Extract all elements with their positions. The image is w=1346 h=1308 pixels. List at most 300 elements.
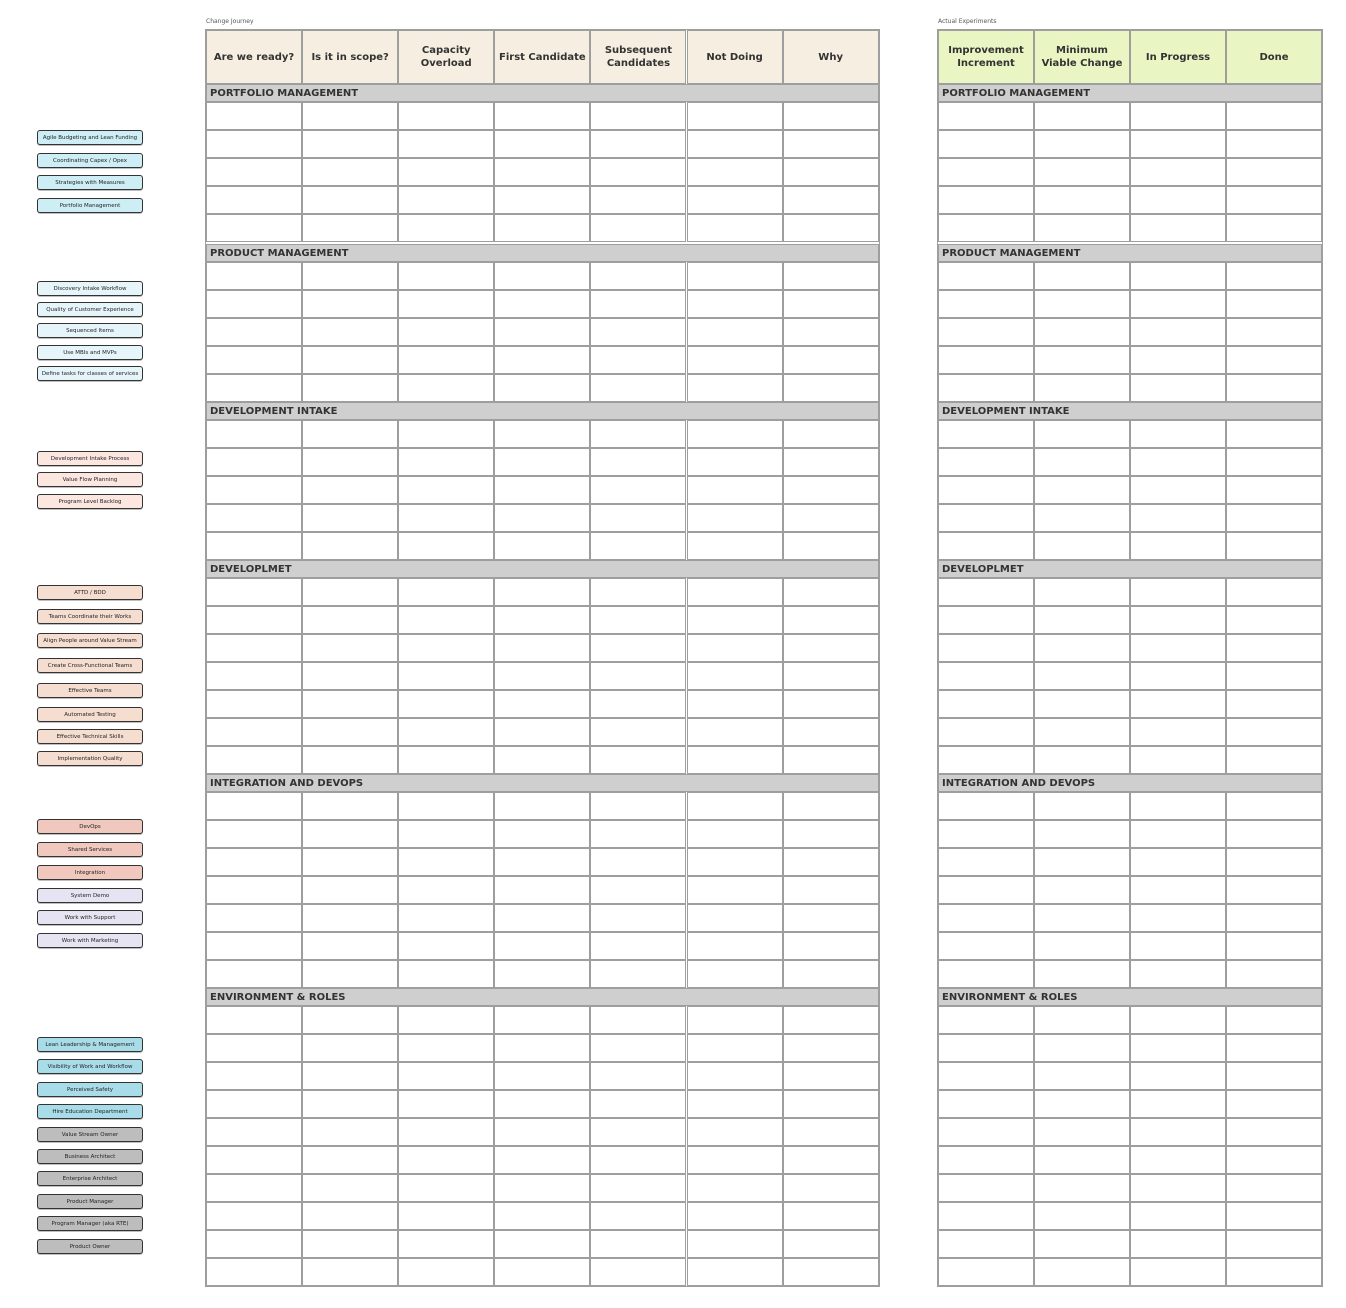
grid-cell[interactable] <box>783 532 879 560</box>
grid-cell[interactable] <box>398 290 494 318</box>
grid-cell[interactable] <box>687 578 783 606</box>
grid-cell[interactable] <box>590 634 686 662</box>
grid-cell[interactable] <box>206 318 302 346</box>
grid-cell[interactable] <box>302 476 398 504</box>
grid-cell[interactable] <box>1226 746 1322 774</box>
grid-cell[interactable] <box>687 1258 783 1286</box>
grid-cell[interactable] <box>1034 1230 1130 1258</box>
grid-cell[interactable] <box>1130 532 1226 560</box>
grid-cell[interactable] <box>206 960 302 988</box>
grid-cell[interactable] <box>302 1034 398 1062</box>
grid-cell[interactable] <box>1034 346 1130 374</box>
grid-cell[interactable] <box>1034 578 1130 606</box>
grid-cell[interactable] <box>783 1174 879 1202</box>
grid-cell[interactable] <box>1034 634 1130 662</box>
grid-cell[interactable] <box>687 820 783 848</box>
grid-cell[interactable] <box>938 1006 1034 1034</box>
grid-cell[interactable] <box>302 158 398 186</box>
grid-cell[interactable] <box>1034 1146 1130 1174</box>
grid-cell[interactable] <box>398 1006 494 1034</box>
grid-cell[interactable] <box>302 374 398 402</box>
grid-cell[interactable] <box>590 848 686 876</box>
grid-cell[interactable] <box>494 1062 590 1090</box>
grid-cell[interactable] <box>1130 374 1226 402</box>
sticky-note[interactable]: Perceived Safety <box>37 1082 143 1097</box>
grid-cell[interactable] <box>590 1202 686 1230</box>
grid-cell[interactable] <box>302 102 398 130</box>
grid-cell[interactable] <box>302 1202 398 1230</box>
grid-cell[interactable] <box>1226 1006 1322 1034</box>
grid-cell[interactable] <box>302 214 398 242</box>
grid-cell[interactable] <box>590 186 686 214</box>
grid-cell[interactable] <box>206 1202 302 1230</box>
grid-cell[interactable] <box>206 746 302 774</box>
grid-cell[interactable] <box>302 1146 398 1174</box>
grid-cell[interactable] <box>938 606 1034 634</box>
grid-cell[interactable] <box>938 1090 1034 1118</box>
grid-cell[interactable] <box>938 876 1034 904</box>
grid-cell[interactable] <box>1130 662 1226 690</box>
sticky-note[interactable]: Lean Leadership & Management <box>37 1037 143 1052</box>
grid-cell[interactable] <box>1226 848 1322 876</box>
grid-cell[interactable] <box>1226 158 1322 186</box>
grid-cell[interactable] <box>938 746 1034 774</box>
grid-cell[interactable] <box>494 746 590 774</box>
grid-cell[interactable] <box>398 662 494 690</box>
grid-cell[interactable] <box>1130 1118 1226 1146</box>
grid-cell[interactable] <box>398 130 494 158</box>
grid-cell[interactable] <box>1226 448 1322 476</box>
grid-cell[interactable] <box>494 318 590 346</box>
grid-cell[interactable] <box>938 102 1034 130</box>
grid-cell[interactable] <box>302 876 398 904</box>
grid-cell[interactable] <box>1130 1090 1226 1118</box>
sticky-note[interactable]: Use MBIs and MVPs <box>37 345 143 360</box>
grid-cell[interactable] <box>1034 960 1130 988</box>
grid-cell[interactable] <box>938 578 1034 606</box>
grid-cell[interactable] <box>938 262 1034 290</box>
grid-cell[interactable] <box>1130 1258 1226 1286</box>
grid-cell[interactable] <box>1034 420 1130 448</box>
grid-cell[interactable] <box>206 1230 302 1258</box>
grid-cell[interactable] <box>687 718 783 746</box>
grid-cell[interactable] <box>590 214 686 242</box>
grid-cell[interactable] <box>938 374 1034 402</box>
grid-cell[interactable] <box>1130 746 1226 774</box>
grid-cell[interactable] <box>1034 262 1130 290</box>
grid-cell[interactable] <box>302 634 398 662</box>
grid-cell[interactable] <box>494 904 590 932</box>
grid-cell[interactable] <box>1034 186 1130 214</box>
grid-cell[interactable] <box>302 932 398 960</box>
grid-cell[interactable] <box>590 504 686 532</box>
grid-cell[interactable] <box>206 420 302 448</box>
grid-cell[interactable] <box>590 158 686 186</box>
grid-cell[interactable] <box>590 662 686 690</box>
grid-cell[interactable] <box>206 262 302 290</box>
grid-cell[interactable] <box>1130 420 1226 448</box>
grid-cell[interactable] <box>1130 876 1226 904</box>
grid-cell[interactable] <box>938 420 1034 448</box>
sticky-note[interactable]: Effective Teams <box>37 683 143 698</box>
grid-cell[interactable] <box>783 634 879 662</box>
grid-cell[interactable] <box>590 932 686 960</box>
grid-cell[interactable] <box>1034 820 1130 848</box>
grid-cell[interactable] <box>1130 318 1226 346</box>
grid-cell[interactable] <box>590 318 686 346</box>
sticky-note[interactable]: Define tasks for classes of services <box>37 366 143 381</box>
sticky-note[interactable]: Implementation Quality <box>37 751 143 766</box>
grid-cell[interactable] <box>398 1146 494 1174</box>
grid-cell[interactable] <box>687 1230 783 1258</box>
grid-cell[interactable] <box>1034 158 1130 186</box>
grid-cell[interactable] <box>783 504 879 532</box>
grid-cell[interactable] <box>494 130 590 158</box>
grid-cell[interactable] <box>783 746 879 774</box>
grid-cell[interactable] <box>1130 102 1226 130</box>
grid-cell[interactable] <box>687 262 783 290</box>
grid-cell[interactable] <box>494 662 590 690</box>
grid-cell[interactable] <box>398 904 494 932</box>
grid-cell[interactable] <box>494 158 590 186</box>
grid-cell[interactable] <box>1034 848 1130 876</box>
grid-cell[interactable] <box>1226 1202 1322 1230</box>
grid-cell[interactable] <box>1130 960 1226 988</box>
grid-cell[interactable] <box>302 504 398 532</box>
sticky-note[interactable]: Shared Services <box>37 842 143 857</box>
sticky-note[interactable]: System Demo <box>37 888 143 903</box>
grid-cell[interactable] <box>1130 448 1226 476</box>
grid-cell[interactable] <box>783 1202 879 1230</box>
sticky-note[interactable]: Value Stream Owner <box>37 1127 143 1142</box>
grid-cell[interactable] <box>494 290 590 318</box>
grid-cell[interactable] <box>494 476 590 504</box>
grid-cell[interactable] <box>494 634 590 662</box>
grid-cell[interactable] <box>590 746 686 774</box>
grid-cell[interactable] <box>783 102 879 130</box>
grid-cell[interactable] <box>783 792 879 820</box>
grid-cell[interactable] <box>1226 718 1322 746</box>
grid-cell[interactable] <box>783 1034 879 1062</box>
sticky-note[interactable]: Value Flow Planning <box>37 472 143 487</box>
grid-cell[interactable] <box>302 290 398 318</box>
grid-cell[interactable] <box>1034 718 1130 746</box>
grid-cell[interactable] <box>494 504 590 532</box>
grid-cell[interactable] <box>494 532 590 560</box>
sticky-note[interactable]: Program Manager (aka RTE) <box>37 1216 143 1231</box>
grid-cell[interactable] <box>1226 1230 1322 1258</box>
grid-cell[interactable] <box>1034 904 1130 932</box>
grid-cell[interactable] <box>1226 1118 1322 1146</box>
grid-cell[interactable] <box>398 186 494 214</box>
grid-cell[interactable] <box>398 504 494 532</box>
grid-cell[interactable] <box>1130 214 1226 242</box>
grid-cell[interactable] <box>1226 932 1322 960</box>
grid-cell[interactable] <box>206 1006 302 1034</box>
grid-cell[interactable] <box>302 346 398 374</box>
grid-cell[interactable] <box>398 262 494 290</box>
grid-cell[interactable] <box>783 1062 879 1090</box>
grid-cell[interactable] <box>1130 932 1226 960</box>
grid-cell[interactable] <box>206 186 302 214</box>
grid-cell[interactable] <box>938 1146 1034 1174</box>
grid-cell[interactable] <box>938 290 1034 318</box>
grid-cell[interactable] <box>590 1174 686 1202</box>
grid-cell[interactable] <box>206 290 302 318</box>
grid-cell[interactable] <box>590 448 686 476</box>
grid-cell[interactable] <box>302 1174 398 1202</box>
grid-cell[interactable] <box>783 820 879 848</box>
grid-cell[interactable] <box>1226 262 1322 290</box>
grid-cell[interactable] <box>938 932 1034 960</box>
grid-cell[interactable] <box>783 448 879 476</box>
grid-cell[interactable] <box>398 848 494 876</box>
grid-cell[interactable] <box>783 606 879 634</box>
grid-cell[interactable] <box>398 690 494 718</box>
grid-cell[interactable] <box>302 718 398 746</box>
grid-cell[interactable] <box>302 448 398 476</box>
grid-cell[interactable] <box>783 1006 879 1034</box>
grid-cell[interactable] <box>938 634 1034 662</box>
grid-cell[interactable] <box>302 130 398 158</box>
grid-cell[interactable] <box>687 504 783 532</box>
grid-cell[interactable] <box>938 158 1034 186</box>
grid-cell[interactable] <box>302 960 398 988</box>
sticky-note[interactable]: Create Cross-Functional Teams <box>37 658 143 673</box>
grid-cell[interactable] <box>206 1258 302 1286</box>
grid-cell[interactable] <box>687 420 783 448</box>
grid-cell[interactable] <box>302 904 398 932</box>
grid-cell[interactable] <box>206 718 302 746</box>
grid-cell[interactable] <box>398 214 494 242</box>
grid-cell[interactable] <box>590 1258 686 1286</box>
grid-cell[interactable] <box>398 448 494 476</box>
grid-cell[interactable] <box>206 102 302 130</box>
grid-cell[interactable] <box>783 374 879 402</box>
grid-cell[interactable] <box>494 848 590 876</box>
grid-cell[interactable] <box>206 158 302 186</box>
grid-cell[interactable] <box>1226 1062 1322 1090</box>
grid-cell[interactable] <box>1130 606 1226 634</box>
grid-cell[interactable] <box>1226 960 1322 988</box>
grid-cell[interactable] <box>494 1202 590 1230</box>
grid-cell[interactable] <box>687 634 783 662</box>
grid-cell[interactable] <box>687 606 783 634</box>
grid-cell[interactable] <box>302 1258 398 1286</box>
grid-cell[interactable] <box>398 476 494 504</box>
grid-cell[interactable] <box>206 662 302 690</box>
grid-cell[interactable] <box>206 1174 302 1202</box>
grid-cell[interactable] <box>398 718 494 746</box>
grid-cell[interactable] <box>1034 1258 1130 1286</box>
grid-cell[interactable] <box>398 1202 494 1230</box>
grid-cell[interactable] <box>1034 374 1130 402</box>
grid-cell[interactable] <box>1034 130 1130 158</box>
grid-cell[interactable] <box>938 346 1034 374</box>
grid-cell[interactable] <box>590 578 686 606</box>
grid-cell[interactable] <box>938 1034 1034 1062</box>
sticky-note[interactable]: Hire Education Department <box>37 1104 143 1119</box>
grid-cell[interactable] <box>590 420 686 448</box>
sticky-note[interactable]: Product Owner <box>37 1239 143 1254</box>
grid-cell[interactable] <box>590 532 686 560</box>
sticky-note[interactable]: Development Intake Process <box>37 451 143 466</box>
grid-cell[interactable] <box>494 820 590 848</box>
grid-cell[interactable] <box>938 1258 1034 1286</box>
grid-cell[interactable] <box>590 1118 686 1146</box>
grid-cell[interactable] <box>1034 876 1130 904</box>
grid-cell[interactable] <box>1034 214 1130 242</box>
grid-cell[interactable] <box>783 876 879 904</box>
grid-cell[interactable] <box>398 932 494 960</box>
grid-cell[interactable] <box>398 532 494 560</box>
grid-cell[interactable] <box>1226 346 1322 374</box>
grid-cell[interactable] <box>783 1090 879 1118</box>
sticky-note[interactable]: Portfolio Management <box>37 198 143 213</box>
grid-cell[interactable] <box>1034 1118 1130 1146</box>
sticky-note[interactable]: Strategies with Measures <box>37 175 143 190</box>
grid-cell[interactable] <box>206 606 302 634</box>
grid-cell[interactable] <box>302 662 398 690</box>
grid-cell[interactable] <box>687 290 783 318</box>
grid-cell[interactable] <box>1130 1146 1226 1174</box>
grid-cell[interactable] <box>783 130 879 158</box>
grid-cell[interactable] <box>302 848 398 876</box>
grid-cell[interactable] <box>590 476 686 504</box>
grid-cell[interactable] <box>590 1034 686 1062</box>
grid-cell[interactable] <box>938 820 1034 848</box>
grid-cell[interactable] <box>1034 1174 1130 1202</box>
grid-cell[interactable] <box>398 876 494 904</box>
grid-cell[interactable] <box>1226 214 1322 242</box>
grid-cell[interactable] <box>687 690 783 718</box>
grid-cell[interactable] <box>1130 346 1226 374</box>
grid-cell[interactable] <box>302 262 398 290</box>
grid-cell[interactable] <box>1034 290 1130 318</box>
grid-cell[interactable] <box>302 746 398 774</box>
grid-cell[interactable] <box>1226 662 1322 690</box>
grid-cell[interactable] <box>1034 504 1130 532</box>
grid-cell[interactable] <box>1034 1090 1130 1118</box>
grid-cell[interactable] <box>1226 504 1322 532</box>
grid-cell[interactable] <box>590 346 686 374</box>
grid-cell[interactable] <box>494 346 590 374</box>
grid-cell[interactable] <box>687 848 783 876</box>
grid-cell[interactable] <box>398 820 494 848</box>
grid-cell[interactable] <box>687 158 783 186</box>
grid-cell[interactable] <box>938 1062 1034 1090</box>
grid-cell[interactable] <box>938 662 1034 690</box>
grid-cell[interactable] <box>783 718 879 746</box>
grid-cell[interactable] <box>1226 1174 1322 1202</box>
grid-cell[interactable] <box>1034 792 1130 820</box>
grid-cell[interactable] <box>1130 262 1226 290</box>
grid-cell[interactable] <box>590 1062 686 1090</box>
grid-cell[interactable] <box>1226 420 1322 448</box>
grid-cell[interactable] <box>687 876 783 904</box>
sticky-note[interactable]: Effective Technical Skills <box>37 729 143 744</box>
grid-cell[interactable] <box>1130 634 1226 662</box>
grid-cell[interactable] <box>938 792 1034 820</box>
grid-cell[interactable] <box>687 932 783 960</box>
grid-cell[interactable] <box>398 1090 494 1118</box>
grid-cell[interactable] <box>1130 578 1226 606</box>
grid-cell[interactable] <box>1226 820 1322 848</box>
grid-cell[interactable] <box>687 1174 783 1202</box>
grid-cell[interactable] <box>494 960 590 988</box>
grid-cell[interactable] <box>494 1006 590 1034</box>
grid-cell[interactable] <box>206 1118 302 1146</box>
sticky-note[interactable]: Sequenced Items <box>37 323 143 338</box>
grid-cell[interactable] <box>1034 662 1130 690</box>
grid-cell[interactable] <box>590 102 686 130</box>
grid-cell[interactable] <box>1130 1174 1226 1202</box>
grid-cell[interactable] <box>783 318 879 346</box>
grid-cell[interactable] <box>590 1006 686 1034</box>
grid-cell[interactable] <box>302 1230 398 1258</box>
grid-cell[interactable] <box>687 214 783 242</box>
grid-cell[interactable] <box>398 634 494 662</box>
grid-cell[interactable] <box>590 374 686 402</box>
grid-cell[interactable] <box>494 186 590 214</box>
grid-cell[interactable] <box>938 690 1034 718</box>
grid-cell[interactable] <box>938 318 1034 346</box>
grid-cell[interactable] <box>1034 532 1130 560</box>
grid-cell[interactable] <box>687 746 783 774</box>
grid-cell[interactable] <box>687 1062 783 1090</box>
grid-cell[interactable] <box>938 848 1034 876</box>
grid-cell[interactable] <box>1226 476 1322 504</box>
grid-cell[interactable] <box>1130 1006 1226 1034</box>
grid-cell[interactable] <box>206 690 302 718</box>
grid-cell[interactable] <box>398 1258 494 1286</box>
grid-cell[interactable] <box>938 130 1034 158</box>
grid-cell[interactable] <box>1130 1034 1226 1062</box>
grid-cell[interactable] <box>1130 476 1226 504</box>
grid-cell[interactable] <box>1130 848 1226 876</box>
grid-cell[interactable] <box>1130 130 1226 158</box>
sticky-note[interactable]: Work with Support <box>37 910 143 925</box>
grid-cell[interactable] <box>1226 290 1322 318</box>
grid-cell[interactable] <box>938 1230 1034 1258</box>
grid-cell[interactable] <box>494 1174 590 1202</box>
grid-cell[interactable] <box>398 318 494 346</box>
grid-cell[interactable] <box>938 960 1034 988</box>
grid-cell[interactable] <box>494 792 590 820</box>
grid-cell[interactable] <box>783 420 879 448</box>
grid-cell[interactable] <box>206 1062 302 1090</box>
grid-cell[interactable] <box>1226 318 1322 346</box>
grid-cell[interactable] <box>687 1146 783 1174</box>
grid-cell[interactable] <box>206 374 302 402</box>
grid-cell[interactable] <box>783 214 879 242</box>
grid-cell[interactable] <box>783 578 879 606</box>
grid-cell[interactable] <box>1226 130 1322 158</box>
grid-cell[interactable] <box>590 130 686 158</box>
grid-cell[interactable] <box>1034 448 1130 476</box>
grid-cell[interactable] <box>783 290 879 318</box>
grid-cell[interactable] <box>302 690 398 718</box>
grid-cell[interactable] <box>1034 690 1130 718</box>
sticky-note[interactable]: Teams Coordinate their Works <box>37 609 143 624</box>
sticky-note[interactable]: Quality of Customer Experience <box>37 302 143 317</box>
grid-cell[interactable] <box>206 130 302 158</box>
grid-cell[interactable] <box>494 1090 590 1118</box>
grid-cell[interactable] <box>1130 1230 1226 1258</box>
grid-cell[interactable] <box>494 1034 590 1062</box>
grid-cell[interactable] <box>590 960 686 988</box>
grid-cell[interactable] <box>398 1174 494 1202</box>
